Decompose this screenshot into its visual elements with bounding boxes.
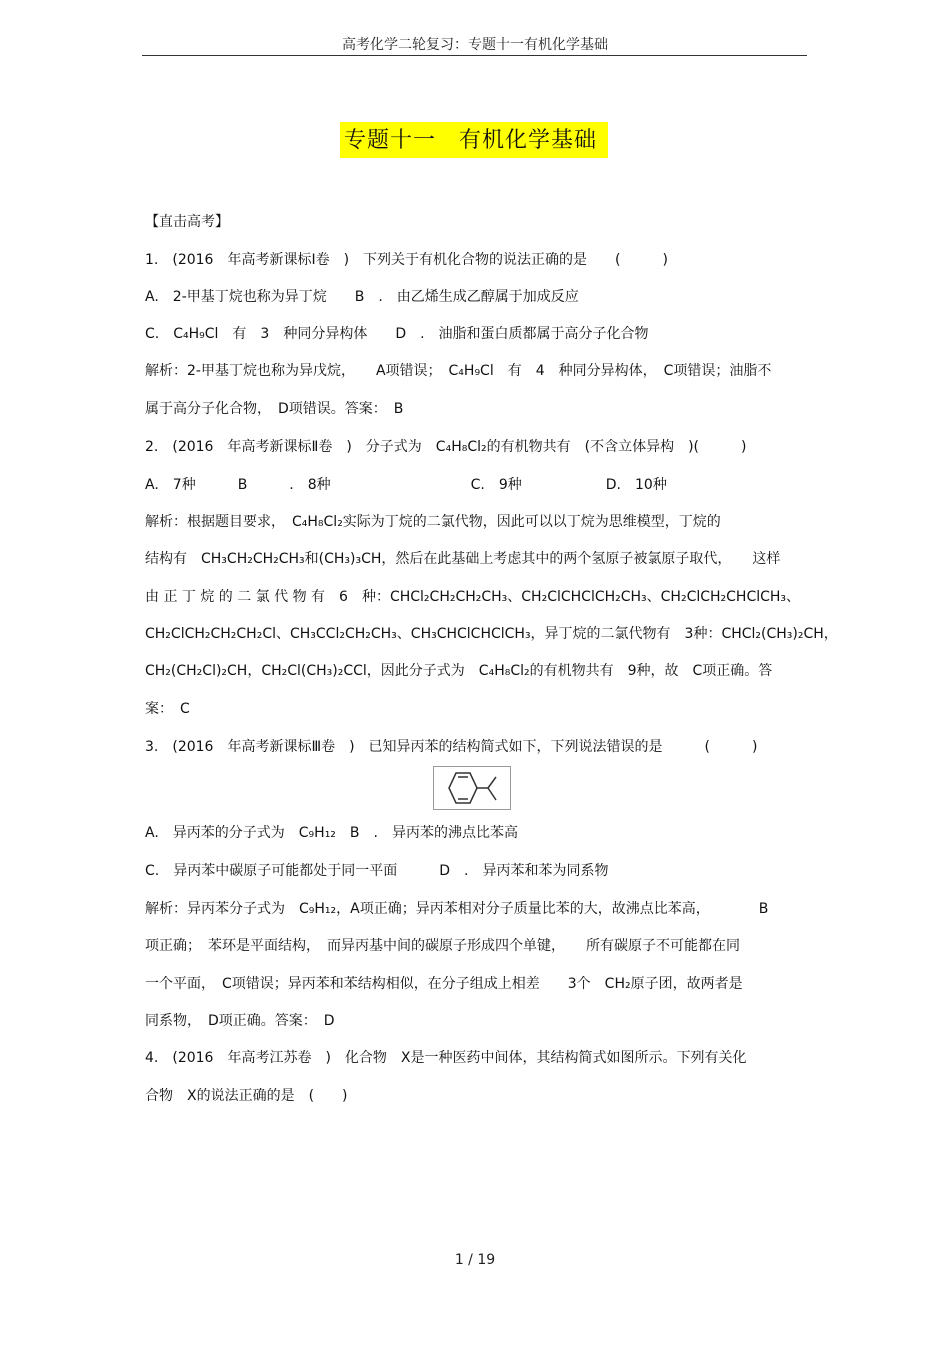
question-2-analysis-1: 解析：根据题目要求， C₄H₈Cl₂实际为丁烷的二氯代物，因此可以以丁烷为思维模型，丁烷的 — [145, 514, 721, 530]
question-3: 3. (2016 年高考新课标Ⅲ卷 ) 已知异丙苯的结构简式如下，下列说法错误的是 ( ) — [145, 739, 758, 755]
section-heading: 【直击高考】 — [145, 214, 229, 230]
question-1-analysis-2: 属于高分子化合物， D项错误。答案： B — [145, 401, 404, 417]
question-3-analysis-4: 同系物， D项正确。答案： D — [145, 1013, 335, 1029]
question-2-analysis-3: 由 正 丁 烷 的 二 氯 代 物 有 6 种：CHCl₂CH₂CH₂CH₃、CH₂ClCHClCH₂CH₃、CH₂ClCH₂CHClCH₃、 — [145, 589, 801, 605]
question-3-options-cd: C. 异丙苯中碳原子可能都处于同一平面 D . 异丙苯和苯为同系物 — [145, 863, 609, 879]
question-2-analysis-4: CH₂ClCH₂CH₂CH₂Cl、CH₃CCl₂CH₂CH₃、CH₃CHClCHClCH₃，异丁烷的二氯代物有 3种：CHCl₂(CH₃)₂CH， — [145, 626, 838, 642]
page-header: 高考化学二轮复习：专题十一有机化学基础 — [342, 37, 608, 53]
question-2: 2. (2016 年高考新课标Ⅱ卷 ) 分子式为 C₄H₈Cl₂的有机物共有 (不含立体异构 )( ) — [145, 439, 747, 455]
page-title: 专题十一 有机化学基础 — [340, 122, 608, 158]
question-3-analysis-1: 解析：异丙苯分子式为 C₉H₁₂，A项正确；异丙苯相对分子质量比苯的大，故沸点比苯高， B — [145, 901, 769, 917]
question-2-analysis-5: CH₂(CH₂Cl)₂CH，CH₂Cl(CH₃)₂CCl，因此分子式为 C₄H₈Cl₂的有机物共有 9种，故 C项正确。答 — [145, 663, 773, 679]
question-1-options-ab: A. 2-甲基丁烷也称为异丁烷 B . 由乙烯生成乙醇属于加成反应 — [145, 289, 579, 305]
question-4-cont: 合物 X的说法正确的是 ( ) — [145, 1088, 348, 1104]
question-1: 1. (2016 年高考新课标Ⅰ卷 ) 下列关于有机化合物的说法正确的是 ( ) — [145, 252, 668, 268]
question-1-options-cd: C. C₄H₉Cl 有 3 种同分异构体 D . 油脂和蛋白质都属于高分子化合物 — [145, 326, 649, 342]
question-3-analysis-3: 一个平面， C项错误；异丙苯和苯结构相似，在分子组成上相差 3个 CH₂原子团，故两者是 — [145, 976, 743, 992]
question-4: 4. (2016 年高考江苏卷 ) 化合物 X是一种医药中间体，其结构简式如图所示。下列有关化 — [145, 1050, 747, 1066]
isopropylbenzene-structure — [433, 766, 511, 810]
header-rule — [142, 55, 807, 56]
question-2-answer: 案： C — [145, 701, 190, 717]
question-3-analysis-2: 项正确； 苯环是平面结构， 而异丙基中间的碳原子形成四个单键， 所有碳原子不可能都在同 — [145, 938, 740, 954]
benzene-ring-icon — [434, 767, 510, 809]
page-number: 1 / 19 — [454, 1252, 496, 1268]
question-2-options: A. 7种 B . 8种 C. 9种 D. 10种 — [145, 477, 667, 493]
question-3-options-ab: A. 异丙苯的分子式为 C₉H₁₂ B . 异丙苯的沸点比苯高 — [145, 825, 518, 841]
question-2-analysis-2: 结构有 CH₃CH₂CH₂CH₃和(CH₃)₃CH，然后在此基础上考虑其中的两个氢原子被氯原子取代， 这样 — [145, 551, 781, 567]
question-1-analysis-1: 解析：2-甲基丁烷也称为异戊烷， A项错误； C₄H₉Cl 有 4 种同分异构体， C项错误；油脂不 — [145, 363, 772, 379]
